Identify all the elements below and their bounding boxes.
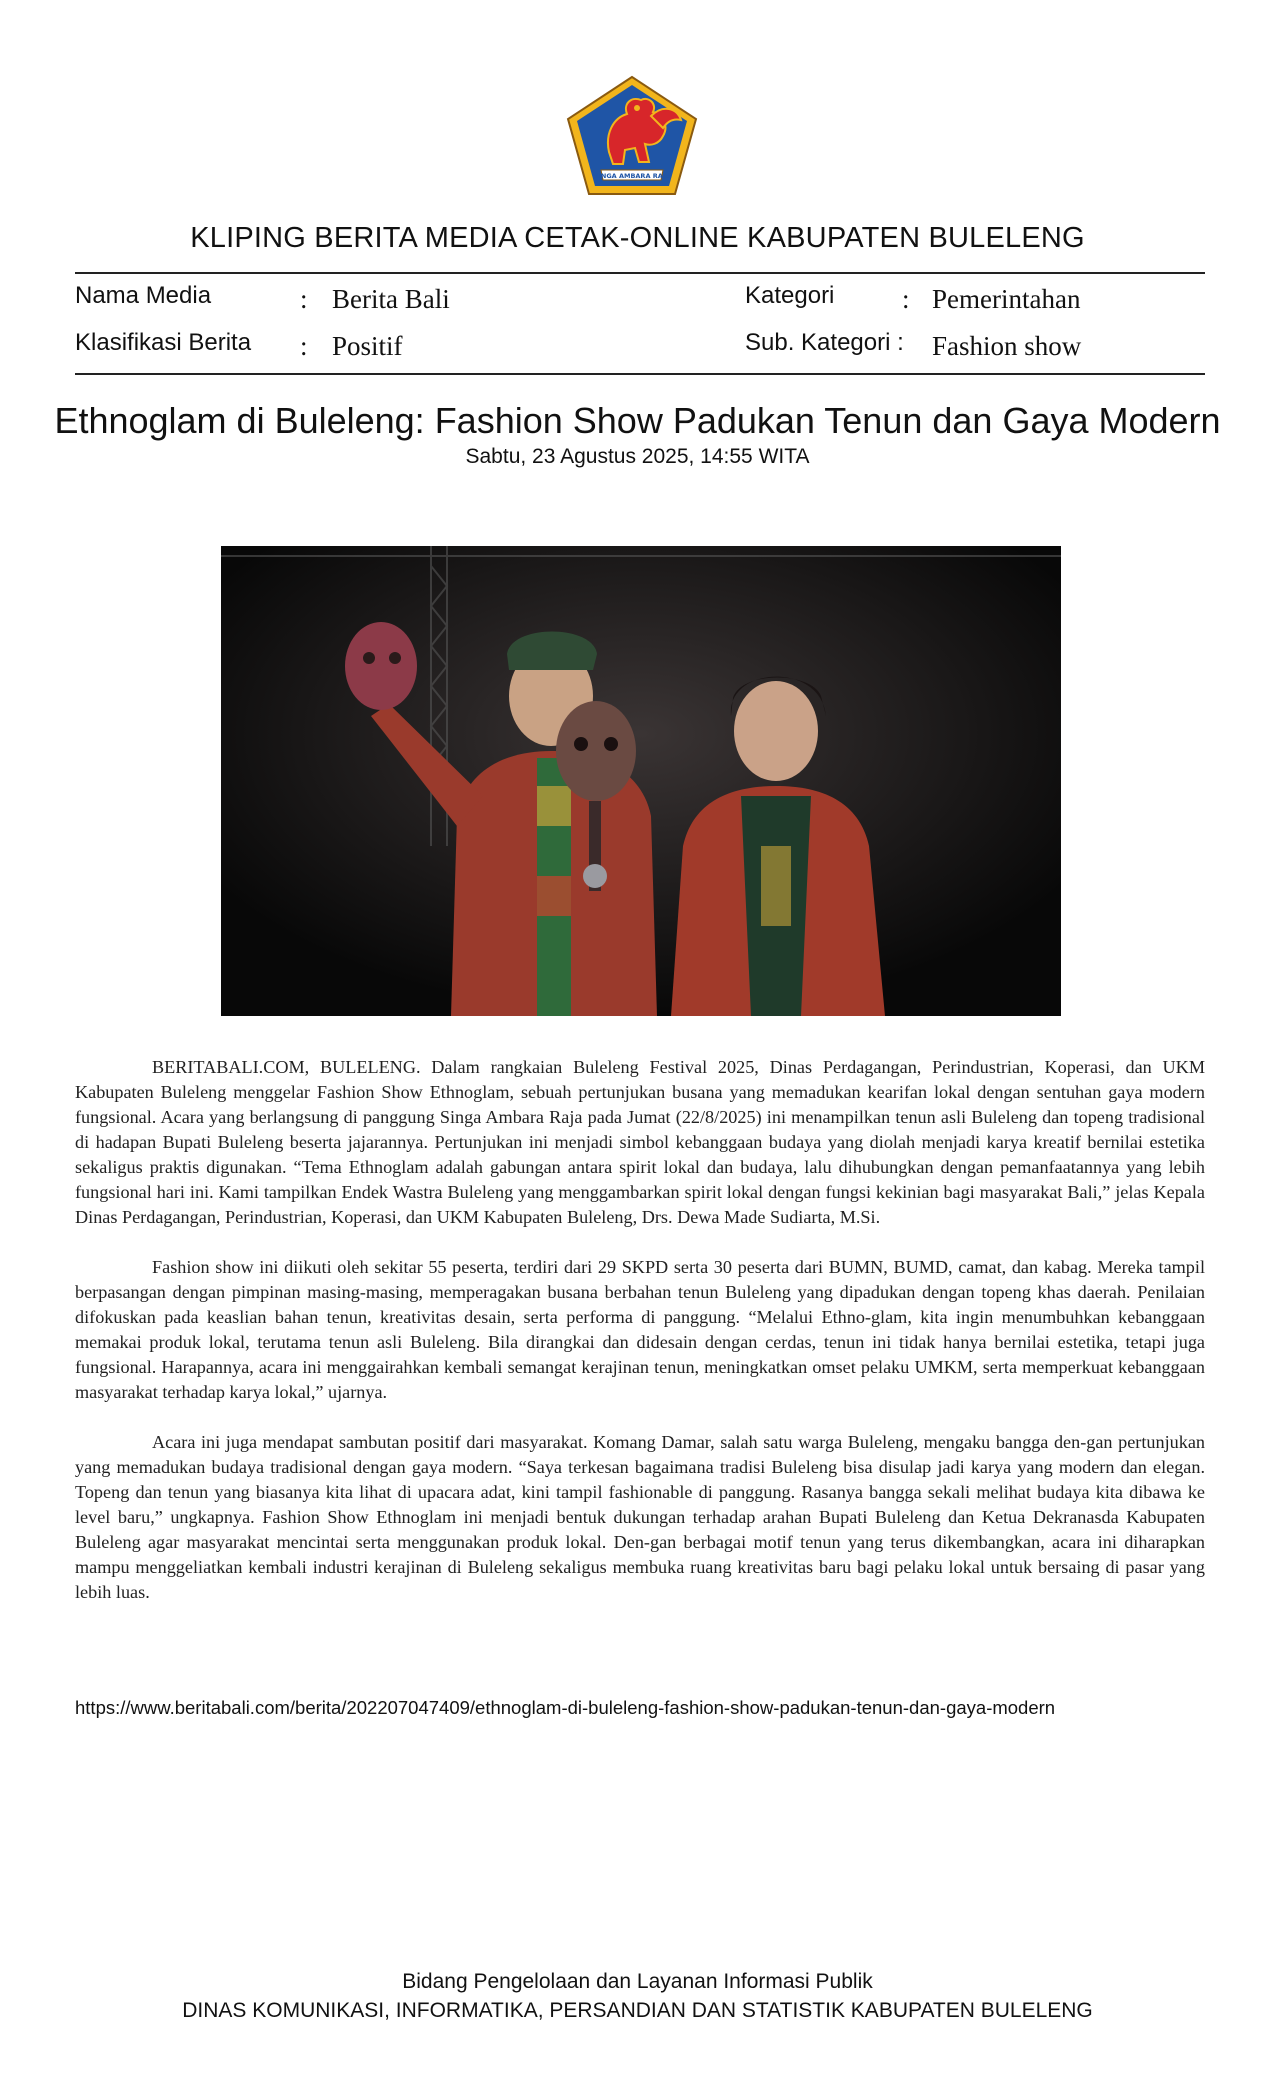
footer-division: Bidang Pengelolaan dan Layanan Informasi Publik [402,1970,873,1993]
emblem-text: SINGA AMBARA RAJA [593,172,671,180]
fashion-show-photo-illustration [221,546,1061,1016]
article-title: Ethnoglam di Buleleng: Fashion Show Padukan Tenun dan Gaya Modern [54,400,1221,441]
article-date: Sabtu, 23 Agustus 2025, 14:55 WITA [465,445,810,468]
meta-label: Sub. Kategori : [745,329,904,356]
source-url: https://www.beritabali.com/berita/202207047409/ethnoglam-di-buleleng-fashion-show-padukan-tenun-dan-gaya-modern [75,1697,1056,1718]
meta-colon: : [300,284,308,314]
header-divider-top [75,272,1205,274]
meta-colon: : [300,331,308,361]
article-body [75,1055,1205,1630]
header-divider-bottom [75,373,1205,375]
fashion-show-photo [221,546,1061,1016]
article-paragraph: Fashion show ini diikuti oleh sekitar 55 peserta, terdiri dari 29 SKPD serta 30 peserta dari BUMN, BUMD, camat, dan kabag. Mereka tampil berpasangan dengan pimpinan masing-masing, memperagakan busana berbahan tenun Buleleng yang dipadukan dengan topeng khas daerah. Penilaian difokuskan pada keaslian bahan tenun, kreativitas desain, serta performa di panggung. “Melalui Ethno-glam, kita ingin menumbuhkan kebanggaan memakai produk lokal, terutama tenun asli Buleleng. Bila dirangkai dan didesain dengan cerdas, tenun ini tidak hanya bernilai estetika, tetapi juga fungsional. Harapannya, acara ini menggairahkan kembali semangat kerajinan tenun, meningkatkan omset pelaku UMKM, serta memperkuat kebanggaan masyarakat terhadap karya lokal,” ujarnya. [75,1257,1205,1402]
meta-label: Nama Media [75,282,212,309]
singa-ambara-raja-emblem-icon [565,74,699,198]
article-paragraph: Acara ini juga mendapat sambutan positif dari masyarakat. Komang Damar, salah satu warga Buleleng, mengaku bangga den-gan pertunjukan yang memadukan budaya tradisional dengan gaya modern. “Saya terkesan bagaimana tradisi Buleleng bisa disulap jadi karya yang modern dan elegan. Topeng dan tenun yang biasanya kita lihat di upacara adat, kini tampil fashionable di panggung. Rasanya bangga sekali melihat budaya kita dibawa ke level baru,” ungkapnya. Fashion Show Ethnoglam ini menjadi bentuk dukungan terhadap arahan Bupati Buleleng dan Ketua Dekranasda Kabupaten Buleleng agar masyarakat mencintai serta menggunakan produk lokal. Den-gan berbagai motif tenun yang terus dikembangkan, acara ini diharapkan mampu menggeliatkan kembali industri kerajinan di Buleleng sekaligus membuka ruang kreativitas baru bagi pelaku lokal untuk bersaing di pasar yang lebih luas. [75,1432,1205,1602]
article-paragraph: BERITABALI.COM, BULELENG. Dalam rangkaian Buleleng Festival 2025, Dinas Perdagangan, Perindustrian, Koperasi, dan UKM Kabupaten Buleleng menggelar Fashion Show Ethnoglam, sebuah pertunjukan busana yang memadukan kearifan lokal dengan sentuhan gaya modern fungsional. Acara yang berlangsung di panggung Singa Ambara Raja pada Jumat (22/8/2025) ini menampilkan tenun asli Buleleng dan topeng tradisional di hadapan Bupati Buleleng beserta jajarannya. Pertunjukan ini menjadi simbol kebanggaan budaya yang diolah menjadi karya kreatif bernilai estetika sekaligus praktis digunakan. “Tema Ethnoglam adalah gabungan antara spirit lokal dan budaya, lalu dihubungkan dengan pemanfaatannya yang lebih fungsional hari ini. Kami tampilkan Endek Wastra Buleleng yang menggambarkan spirit lokal dengan fungsi kekinian bagi masyarakat Bali,” jelas Kepala Dinas Perdagangan, Perindustrian, Koperasi, dan UKM Kabupaten Buleleng, Drs. Dewa Made Sudiarta, M.Si. [75,1057,1205,1227]
meta-value: Positif [332,331,403,361]
meta-value: Fashion show [932,331,1082,361]
meta-colon: : [902,284,910,314]
meta-value: Pemerintahan [932,284,1081,314]
header-title: KLIPING BERITA MEDIA CETAK-ONLINE KABUPATEN BULELENG [190,222,1085,254]
meta-label: Klasifikasi Berita [75,329,252,356]
meta-label: Kategori [745,282,835,309]
footer-department: DINAS KOMUNIKASI, INFORMATIKA, PERSANDIAN DAN STATISTIK KABUPATEN BULELENG [182,1999,1093,2022]
meta-value: Berita Bali [332,284,450,314]
